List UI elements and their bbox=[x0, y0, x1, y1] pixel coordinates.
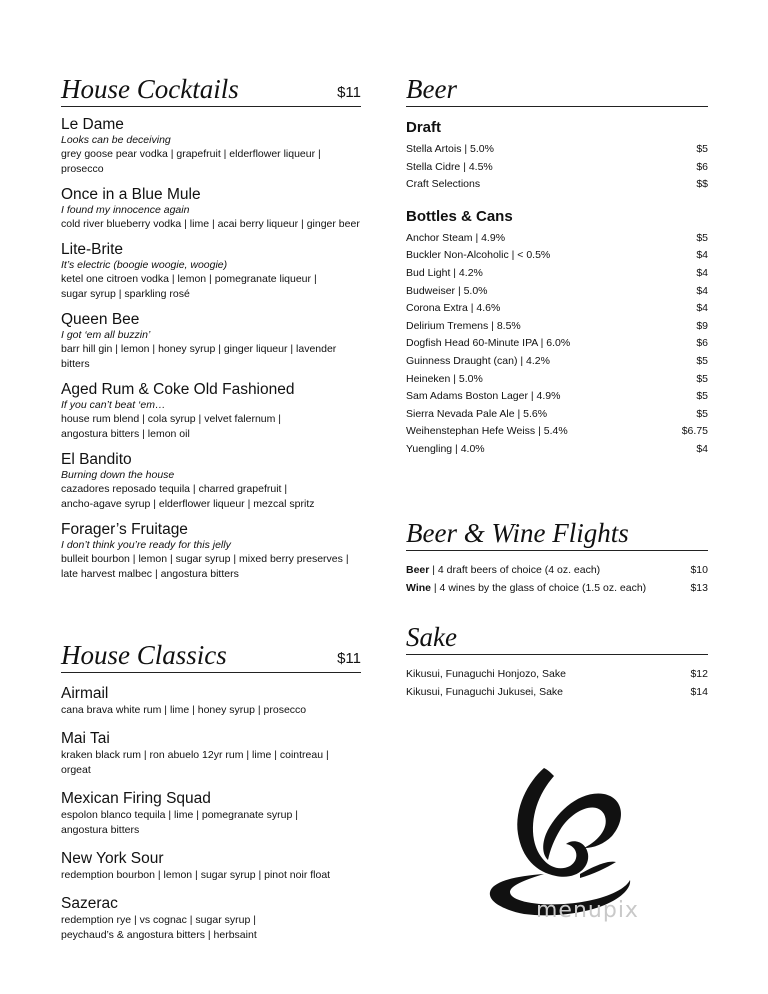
sake-list bbox=[406, 666, 708, 701]
cocktails-price: $11 bbox=[337, 84, 361, 101]
list-item bbox=[406, 247, 708, 265]
item-name bbox=[406, 562, 600, 580]
drink-name: Forager’s Fruitage bbox=[61, 521, 188, 538]
item-name: Anchor Steam | 4.9% bbox=[406, 231, 506, 244]
list-item bbox=[406, 562, 708, 580]
item-name: Corona Extra | 4.6% bbox=[406, 302, 501, 315]
drink-description: angostura bitters bbox=[61, 824, 140, 836]
drink-tagline: It’s electric (boogie woogie, woogie) bbox=[61, 259, 228, 271]
flights-section bbox=[406, 518, 708, 597]
drink-name: Queen Bee bbox=[61, 311, 140, 328]
flights-header bbox=[406, 518, 708, 551]
flight-description: | 4 draft beers of choice (4 oz. each) bbox=[429, 564, 601, 576]
item-name: Heineken | 5.0% bbox=[406, 372, 483, 385]
drink-description: cold river blueberry vodka | lime | acai berry liqueur | ginger beer bbox=[61, 218, 360, 230]
draft-list bbox=[406, 141, 708, 194]
item-price: $5 bbox=[696, 407, 708, 420]
beer-section bbox=[406, 74, 708, 459]
list-item bbox=[406, 371, 708, 389]
flight-label: Wine bbox=[406, 581, 431, 594]
item-name bbox=[406, 580, 646, 598]
list-item bbox=[406, 318, 708, 336]
drink-item bbox=[61, 849, 361, 883]
drink-description: bulleit bourbon | lemon | sugar syrup | mixed berry preserves | bbox=[61, 553, 349, 565]
drink-name: Mai Tai bbox=[61, 730, 110, 747]
list-item bbox=[406, 423, 708, 441]
item-price: $4 bbox=[696, 302, 708, 315]
cocktails-header bbox=[61, 74, 361, 107]
classics-section bbox=[61, 640, 361, 943]
list-item bbox=[406, 353, 708, 371]
drink-description: kraken black rum | ron abuelo 12yr rum | lime | cointreau | orgeat bbox=[61, 749, 329, 776]
drink-name: New York Sour bbox=[61, 850, 164, 867]
drink-tagline: I got ‘em all buzzin’ bbox=[61, 329, 151, 341]
drink-description: ancho-agave syrup | elderflower liqueur | mezcal spritz bbox=[61, 498, 315, 510]
drink-item bbox=[61, 684, 361, 718]
drink-item bbox=[61, 115, 361, 177]
list-item bbox=[406, 666, 708, 684]
drink-description: barr hill gin | lemon | honey syrup | ginger liqueur | lavender bitters bbox=[61, 343, 337, 370]
cocktails-title: House Cocktails bbox=[61, 74, 239, 104]
drink-item bbox=[61, 185, 361, 232]
flight-label: Beer bbox=[406, 564, 430, 576]
beer-header bbox=[406, 74, 708, 107]
item-name: Delirium Tremens | 8.5% bbox=[406, 319, 521, 332]
item-price: $$ bbox=[696, 178, 708, 191]
cocktails-list bbox=[61, 115, 361, 582]
classics-list bbox=[61, 684, 361, 943]
list-item bbox=[406, 441, 708, 459]
item-price: $4 bbox=[696, 249, 708, 262]
item-name: Sierra Nevada Pale Ale | 5.6% bbox=[406, 407, 548, 420]
item-price: $5 bbox=[696, 372, 708, 385]
item-price: $5 bbox=[696, 231, 708, 244]
list-item bbox=[406, 388, 708, 406]
drink-description: sugar syrup | sparkling rosé bbox=[61, 288, 190, 300]
item-name: Dogfish Head 60-Minute IPA | 6.0% bbox=[406, 337, 571, 350]
drink-name: Aged Rum & Coke Old Fashioned bbox=[61, 381, 295, 398]
item-name: Buckler Non-Alcoholic | < 0.5% bbox=[406, 249, 551, 262]
list-item bbox=[406, 265, 708, 283]
drink-description: late harvest malbec | angostura bitters bbox=[61, 568, 239, 580]
list-item bbox=[406, 283, 708, 301]
drink-description: redemption rye | vs cognac | sugar syrup | bbox=[61, 914, 256, 926]
item-name: Bud Light | 4.2% bbox=[406, 266, 483, 279]
list-item bbox=[406, 684, 708, 702]
list-item bbox=[406, 159, 708, 177]
flight-description: | 4 wines by the glass of choice (1.5 oz. each) bbox=[431, 581, 647, 594]
item-name: Budweiser | 5.0% bbox=[406, 284, 488, 297]
classics-price: $11 bbox=[337, 650, 361, 667]
drink-item bbox=[61, 729, 361, 778]
list-item bbox=[406, 580, 708, 598]
list-item bbox=[406, 335, 708, 353]
drink-description: cazadores reposado tequila | charred grapefruit | bbox=[61, 483, 288, 495]
item-price: $5 bbox=[696, 143, 708, 155]
list-item bbox=[406, 141, 708, 159]
drink-tagline: Looks can be deceiving bbox=[61, 134, 171, 146]
drink-tagline: I don’t think you’re ready for this jelly bbox=[61, 539, 231, 551]
item-price: $4 bbox=[696, 266, 708, 279]
beer-title: Beer bbox=[406, 74, 457, 104]
drink-name: El Bandito bbox=[61, 451, 132, 468]
drink-item bbox=[61, 380, 361, 442]
drink-name: Airmail bbox=[61, 685, 109, 702]
left-column bbox=[61, 74, 361, 582]
watermark-text: menupix bbox=[536, 898, 639, 923]
drink-description: angostura bitters | lemon oil bbox=[61, 428, 190, 440]
item-name: Yuengling | 4.0% bbox=[406, 442, 485, 455]
list-item bbox=[406, 406, 708, 424]
item-name: Weihenstephan Hefe Weiss | 5.4% bbox=[406, 425, 568, 438]
drink-name: Sazerac bbox=[61, 895, 118, 912]
drink-item bbox=[61, 789, 361, 838]
item-name: Kikusui, Funaguchi Honjozo, Sake bbox=[406, 668, 566, 680]
list-item bbox=[406, 300, 708, 318]
item-name: Craft Selections bbox=[406, 178, 481, 191]
drink-description: ketel one citroen vodka | lemon | pomegranate liqueur | bbox=[61, 273, 317, 285]
item-name: Sam Adams Boston Lager | 4.9% bbox=[406, 390, 561, 403]
item-price: $10 bbox=[690, 564, 708, 576]
drink-description: grey goose pear vodka | grapefruit | elderflower liqueur | prosecco bbox=[61, 148, 321, 175]
drink-tagline: If you can’t beat ‘em… bbox=[61, 399, 166, 411]
drink-name: Lite-Brite bbox=[61, 241, 124, 258]
drink-tagline: Burning down the house bbox=[61, 469, 175, 481]
drink-name: Once in a Blue Mule bbox=[61, 186, 201, 203]
drink-description: house rum blend | cola syrup | velvet falernum | bbox=[61, 413, 282, 425]
sake-header bbox=[406, 622, 708, 655]
drink-tagline: I found my innocence again bbox=[61, 204, 190, 216]
item-price: $4 bbox=[696, 442, 708, 455]
item-price: $5 bbox=[696, 390, 708, 403]
item-price: $4 bbox=[696, 284, 708, 297]
drink-name: Le Dame bbox=[61, 116, 124, 133]
list-item bbox=[406, 230, 708, 248]
item-price: $6.75 bbox=[681, 425, 708, 438]
classics-header bbox=[61, 640, 361, 673]
drink-name: Mexican Firing Squad bbox=[61, 790, 211, 807]
drink-item bbox=[61, 310, 361, 372]
drink-description: cana brava white rum | lime | honey syrup | prosecco bbox=[61, 704, 307, 716]
item-price: $9 bbox=[696, 319, 708, 332]
list-item bbox=[406, 176, 708, 194]
drink-item bbox=[61, 520, 361, 582]
sake-title: Sake bbox=[406, 622, 457, 652]
bottles-list bbox=[406, 230, 708, 459]
sake-section bbox=[406, 622, 708, 701]
drink-description: peychaud’s & angostura bitters | herbsaint bbox=[61, 929, 257, 941]
item-name: Stella Cidre | 4.5% bbox=[406, 160, 493, 173]
flights-list bbox=[406, 562, 708, 597]
drink-description: redemption bourbon | lemon | sugar syrup | pinot noir float bbox=[61, 869, 331, 881]
draft-heading: Draft bbox=[406, 119, 442, 136]
classics-title: House Classics bbox=[61, 640, 227, 670]
item-price: $6 bbox=[696, 160, 708, 173]
item-name: Guinness Draught (can) | 4.2% bbox=[406, 354, 550, 367]
flights-title: Beer & Wine Flights bbox=[406, 518, 629, 548]
item-price: $5 bbox=[696, 354, 708, 367]
drink-description: espolon blanco tequila | lime | pomegranate syrup | bbox=[61, 809, 298, 821]
item-price: $13 bbox=[690, 581, 708, 594]
item-price: $6 bbox=[696, 337, 708, 350]
item-name: Stella Artois | 5.0% bbox=[406, 143, 494, 155]
drink-item bbox=[61, 894, 361, 943]
item-price: $12 bbox=[690, 668, 708, 680]
drink-item bbox=[61, 240, 361, 302]
item-price: $14 bbox=[690, 685, 708, 698]
drink-item bbox=[61, 450, 361, 512]
bottles-heading: Bottles & Cans bbox=[406, 207, 513, 225]
item-name: Kikusui, Funaguchi Jukusei, Sake bbox=[406, 685, 564, 698]
